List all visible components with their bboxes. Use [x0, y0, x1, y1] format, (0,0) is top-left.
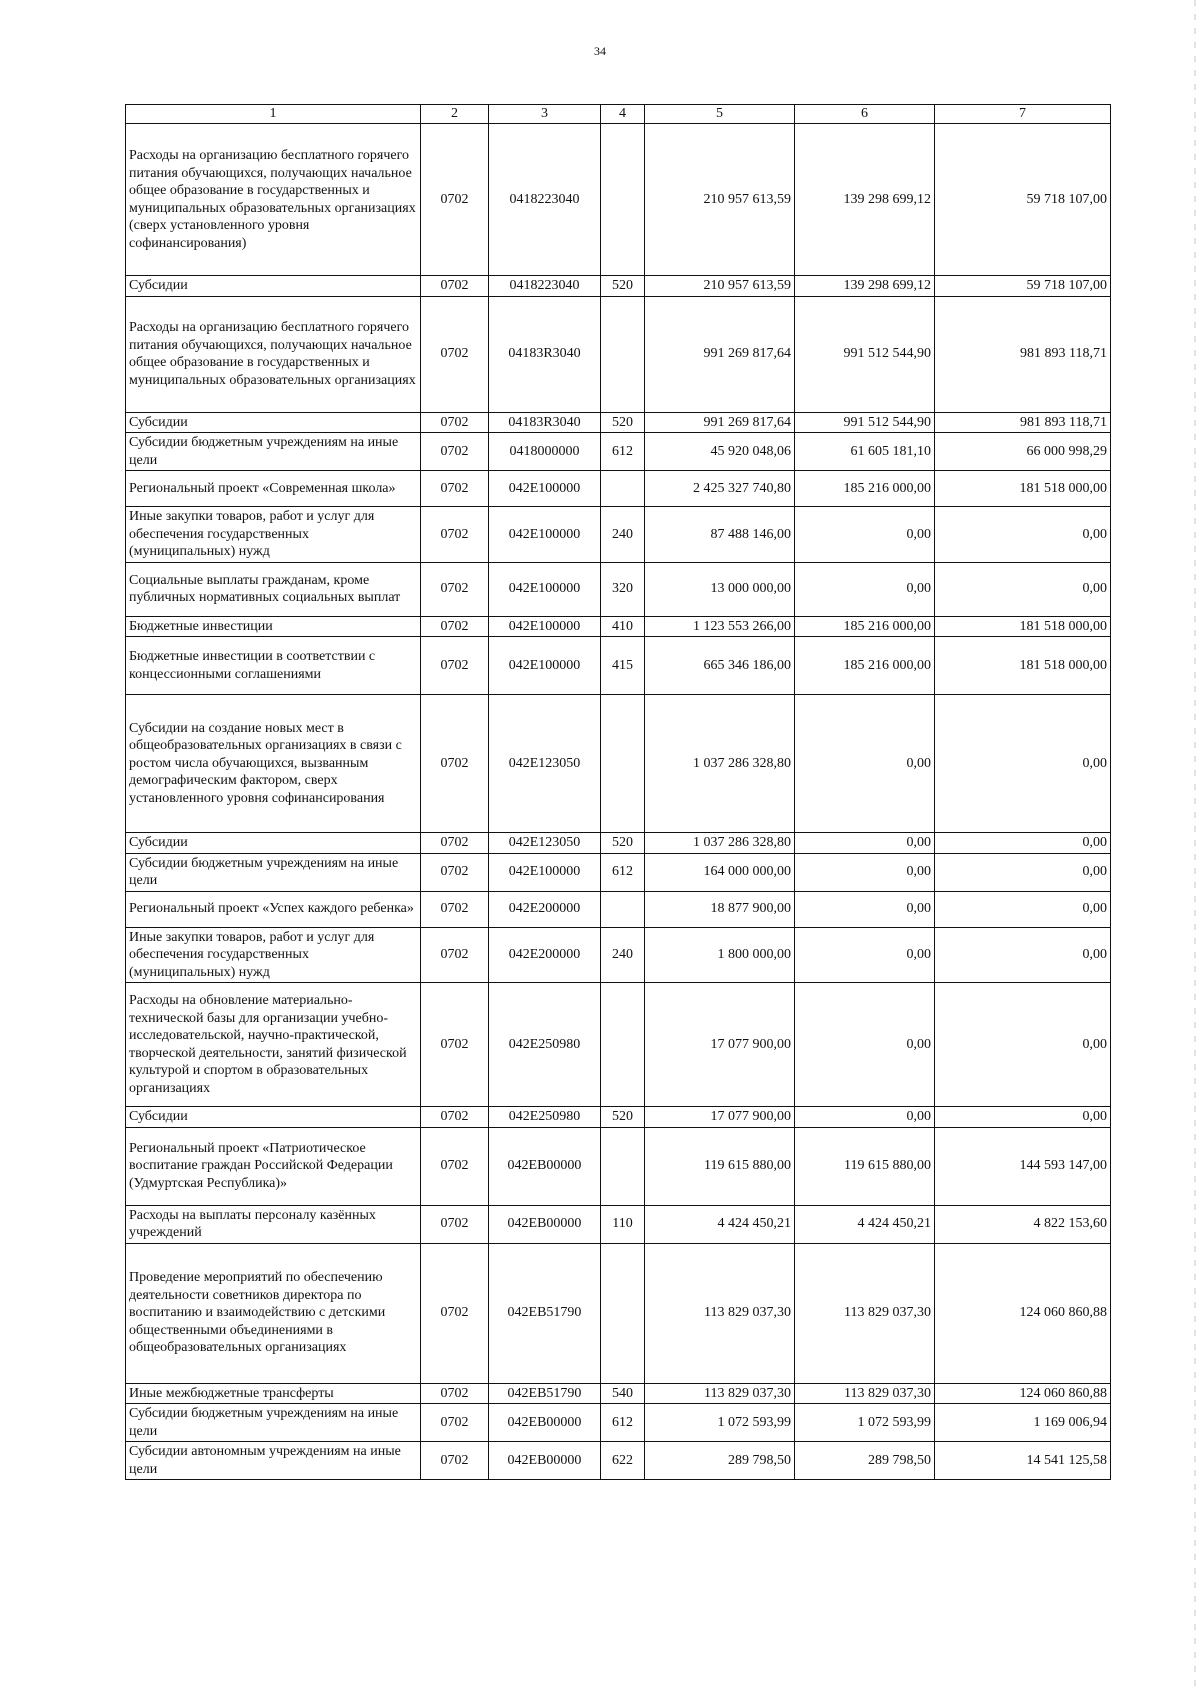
- row-name: Региональный проект «Успех каждого ребенка»: [126, 891, 421, 927]
- row-value-5: 1 072 593,99: [645, 1404, 795, 1442]
- row-value-7: 0,00: [935, 927, 1111, 983]
- row-value-7: 59 718 107,00: [935, 124, 1111, 276]
- row-expense-type: 520: [601, 412, 645, 433]
- row-value-5: 87 488 146,00: [645, 507, 795, 563]
- row-value-7: 0,00: [935, 1107, 1111, 1128]
- row-value-5: 4 424 450,21: [645, 1205, 795, 1243]
- row-value-7: 0,00: [935, 562, 1111, 616]
- row-name: Социальные выплаты гражданам, кроме публичных нормативных социальных выплат: [126, 562, 421, 616]
- row-expense-type: [601, 296, 645, 412]
- row-section: 0702: [421, 1107, 489, 1128]
- row-value-5: 45 920 048,06: [645, 433, 795, 471]
- row-value-6: 0,00: [795, 507, 935, 563]
- table-row: [126, 296, 1111, 412]
- row-value-5: 210 957 613,59: [645, 276, 795, 297]
- row-value-5: 210 957 613,59: [645, 124, 795, 276]
- header-row: [126, 105, 1111, 124]
- row-expense-type: [601, 471, 645, 507]
- row-name: Субсидии: [126, 412, 421, 433]
- row-name: Субсидии: [126, 276, 421, 297]
- row-name: Расходы на организацию бесплатного горячего питания обучающихся, получающих начальное общее образование в государственных и муниципальных образовательных организациях: [126, 296, 421, 412]
- row-expense-type: [601, 891, 645, 927]
- scan-edge: [1194, 0, 1196, 1686]
- table-row: [126, 1127, 1111, 1205]
- row-expense-type: 540: [601, 1383, 645, 1404]
- row-value-6: 0,00: [795, 983, 935, 1107]
- row-section: 0702: [421, 562, 489, 616]
- row-section: 0702: [421, 1243, 489, 1383]
- row-name: Субсидии автономным учреждениям на иные цели: [126, 1442, 421, 1480]
- row-section: 0702: [421, 891, 489, 927]
- row-value-6: 139 298 699,12: [795, 276, 935, 297]
- row-code: 042E200000: [489, 927, 601, 983]
- row-code: 0418223040: [489, 124, 601, 276]
- row-value-5: 289 798,50: [645, 1442, 795, 1480]
- row-value-6: 185 216 000,00: [795, 637, 935, 695]
- row-value-7: 0,00: [935, 507, 1111, 563]
- col-header-6: 6: [795, 105, 935, 124]
- row-section: 0702: [421, 695, 489, 833]
- row-expense-type: 520: [601, 276, 645, 297]
- row-section: 0702: [421, 833, 489, 854]
- row-code: 04183R3040: [489, 412, 601, 433]
- table-row: [126, 637, 1111, 695]
- col-header-1: 1: [126, 105, 421, 124]
- row-section: 0702: [421, 927, 489, 983]
- page-number: 34: [594, 44, 606, 58]
- row-section: 0702: [421, 1205, 489, 1243]
- row-code: 042E100000: [489, 616, 601, 637]
- row-code: 042EB00000: [489, 1404, 601, 1442]
- row-expense-type: 622: [601, 1442, 645, 1480]
- row-name: Субсидии: [126, 1107, 421, 1128]
- row-expense-type: 240: [601, 927, 645, 983]
- row-code: 042EB00000: [489, 1205, 601, 1243]
- row-name: Расходы на организацию бесплатного горячего питания обучающихся, получающих начальное общее образование в государственных и муниципальных образовательных организациях (сверх установленного уровня софинансирования): [126, 124, 421, 276]
- row-expense-type: [601, 695, 645, 833]
- table-row: [126, 695, 1111, 833]
- row-value-7: 0,00: [935, 891, 1111, 927]
- row-section: 0702: [421, 471, 489, 507]
- row-section: 0702: [421, 1127, 489, 1205]
- row-name: Расходы на обновление материально-технической базы для организации учебно-исследовательской, научно-практической, творческой деятельности, занятий физической культурой и спортом в образовательных организациях: [126, 983, 421, 1107]
- row-value-6: 991 512 544,90: [795, 412, 935, 433]
- row-value-7: 1 169 006,94: [935, 1404, 1111, 1442]
- row-name: Региональный проект «Современная школа»: [126, 471, 421, 507]
- row-name: Иные межбюджетные трансферты: [126, 1383, 421, 1404]
- row-value-6: 185 216 000,00: [795, 616, 935, 637]
- row-value-5: 17 077 900,00: [645, 1107, 795, 1128]
- row-value-7: 66 000 998,29: [935, 433, 1111, 471]
- row-code: 042E100000: [489, 562, 601, 616]
- row-code: 042E123050: [489, 695, 601, 833]
- row-code: 042EB51790: [489, 1243, 601, 1383]
- table-row: [126, 616, 1111, 637]
- row-value-5: 1 800 000,00: [645, 927, 795, 983]
- row-name: Бюджетные инвестиции в соответствии с концессионными соглашениями: [126, 637, 421, 695]
- row-value-6: 119 615 880,00: [795, 1127, 935, 1205]
- row-section: 0702: [421, 1442, 489, 1480]
- row-expense-type: 612: [601, 853, 645, 891]
- row-value-5: 1 037 286 328,80: [645, 695, 795, 833]
- budget-table: [125, 104, 1111, 1480]
- row-value-6: 4 424 450,21: [795, 1205, 935, 1243]
- row-code: 042EB51790: [489, 1383, 601, 1404]
- row-value-7: 0,00: [935, 833, 1111, 854]
- row-value-5: 991 269 817,64: [645, 296, 795, 412]
- row-value-7: 0,00: [935, 983, 1111, 1107]
- row-expense-type: [601, 1127, 645, 1205]
- table-row: [126, 1205, 1111, 1243]
- row-value-6: 991 512 544,90: [795, 296, 935, 412]
- row-name: Субсидии бюджетным учреждениям на иные цели: [126, 433, 421, 471]
- row-value-6: 113 829 037,30: [795, 1383, 935, 1404]
- row-section: 0702: [421, 637, 489, 695]
- row-section: 0702: [421, 1404, 489, 1442]
- row-value-6: 185 216 000,00: [795, 471, 935, 507]
- row-value-6: 0,00: [795, 562, 935, 616]
- row-section: 0702: [421, 296, 489, 412]
- row-code: 042E200000: [489, 891, 601, 927]
- row-section: 0702: [421, 433, 489, 471]
- col-header-2: 2: [421, 105, 489, 124]
- row-value-6: 113 829 037,30: [795, 1243, 935, 1383]
- row-code: 042EB00000: [489, 1442, 601, 1480]
- table-row: [126, 853, 1111, 891]
- row-value-6: 0,00: [795, 1107, 935, 1128]
- row-section: 0702: [421, 124, 489, 276]
- row-expense-type: 320: [601, 562, 645, 616]
- row-value-6: 139 298 699,12: [795, 124, 935, 276]
- row-name: Субсидии: [126, 833, 421, 854]
- row-value-5: 2 425 327 740,80: [645, 471, 795, 507]
- table-row: [126, 124, 1111, 276]
- row-value-5: 164 000 000,00: [645, 853, 795, 891]
- col-header-5: 5: [645, 105, 795, 124]
- row-name: Иные закупки товаров, работ и услуг для обеспечения государственных (муниципальных) нужд: [126, 507, 421, 563]
- row-code: 042E100000: [489, 853, 601, 891]
- row-value-7: 124 060 860,88: [935, 1383, 1111, 1404]
- row-value-6: 0,00: [795, 927, 935, 983]
- row-value-6: 0,00: [795, 695, 935, 833]
- row-name: Субсидии на создание новых мест в общеобразовательных организациях в связи с ростом числа обучающихся, вызванным демографическим фактором, сверх установленного уровня софинансирования: [126, 695, 421, 833]
- row-section: 0702: [421, 276, 489, 297]
- row-value-5: 13 000 000,00: [645, 562, 795, 616]
- row-expense-type: [601, 1243, 645, 1383]
- row-code: 042E100000: [489, 637, 601, 695]
- table-row: [126, 1404, 1111, 1442]
- row-value-7: 181 518 000,00: [935, 471, 1111, 507]
- table-row: [126, 927, 1111, 983]
- table-row: [126, 983, 1111, 1107]
- row-value-7: 181 518 000,00: [935, 616, 1111, 637]
- row-value-6: 0,00: [795, 833, 935, 854]
- table-row: [126, 433, 1111, 471]
- row-expense-type: 520: [601, 833, 645, 854]
- row-section: 0702: [421, 616, 489, 637]
- row-section: 0702: [421, 853, 489, 891]
- table-row: [126, 1243, 1111, 1383]
- row-value-7: 59 718 107,00: [935, 276, 1111, 297]
- row-expense-type: 415: [601, 637, 645, 695]
- row-value-7: 181 518 000,00: [935, 637, 1111, 695]
- row-value-5: 665 346 186,00: [645, 637, 795, 695]
- row-value-7: 144 593 147,00: [935, 1127, 1111, 1205]
- row-name: Субсидии бюджетным учреждениям на иные цели: [126, 1404, 421, 1442]
- table-row: [126, 562, 1111, 616]
- row-section: 0702: [421, 1383, 489, 1404]
- row-code: 042EB00000: [489, 1127, 601, 1205]
- table-row: [126, 412, 1111, 433]
- row-value-5: 113 829 037,30: [645, 1383, 795, 1404]
- row-value-7: 0,00: [935, 853, 1111, 891]
- row-expense-type: 410: [601, 616, 645, 637]
- row-value-6: 0,00: [795, 853, 935, 891]
- row-name: Региональный проект «Патриотическое воспитание граждан Российской Федерации (Удмуртская Республика)»: [126, 1127, 421, 1205]
- row-value-7: 981 893 118,71: [935, 296, 1111, 412]
- row-code: 0418000000: [489, 433, 601, 471]
- row-value-5: 113 829 037,30: [645, 1243, 795, 1383]
- table-row: [126, 507, 1111, 563]
- row-expense-type: 240: [601, 507, 645, 563]
- row-expense-type: [601, 983, 645, 1107]
- table-row: [126, 1383, 1111, 1404]
- table-row: [126, 891, 1111, 927]
- row-code: 042E123050: [489, 833, 601, 854]
- row-name: Бюджетные инвестиции: [126, 616, 421, 637]
- row-value-7: 14 541 125,58: [935, 1442, 1111, 1480]
- row-expense-type: 612: [601, 433, 645, 471]
- row-expense-type: 110: [601, 1205, 645, 1243]
- row-value-5: 17 077 900,00: [645, 983, 795, 1107]
- row-code: 042E100000: [489, 471, 601, 507]
- table-row: [126, 276, 1111, 297]
- row-name: Иные закупки товаров, работ и услуг для обеспечения государственных (муниципальных) нужд: [126, 927, 421, 983]
- row-expense-type: [601, 124, 645, 276]
- table-row: [126, 1442, 1111, 1480]
- row-value-5: 1 037 286 328,80: [645, 833, 795, 854]
- row-value-6: 289 798,50: [795, 1442, 935, 1480]
- row-expense-type: 612: [601, 1404, 645, 1442]
- row-section: 0702: [421, 983, 489, 1107]
- row-value-6: 1 072 593,99: [795, 1404, 935, 1442]
- row-code: 042E100000: [489, 507, 601, 563]
- row-value-5: 119 615 880,00: [645, 1127, 795, 1205]
- row-value-6: 61 605 181,10: [795, 433, 935, 471]
- row-value-7: 124 060 860,88: [935, 1243, 1111, 1383]
- col-header-7: 7: [935, 105, 1111, 124]
- row-code: 04183R3040: [489, 296, 601, 412]
- row-value-5: 18 877 900,00: [645, 891, 795, 927]
- row-value-5: 991 269 817,64: [645, 412, 795, 433]
- row-value-7: 0,00: [935, 695, 1111, 833]
- row-value-6: 0,00: [795, 891, 935, 927]
- row-value-5: 1 123 553 266,00: [645, 616, 795, 637]
- table-row: [126, 1107, 1111, 1128]
- row-code: 042E250980: [489, 1107, 601, 1128]
- table-row: [126, 471, 1111, 507]
- row-section: 0702: [421, 412, 489, 433]
- row-expense-type: 520: [601, 1107, 645, 1128]
- row-name: Расходы на выплаты персоналу казённых учреждений: [126, 1205, 421, 1243]
- row-name: Субсидии бюджетным учреждениям на иные цели: [126, 853, 421, 891]
- row-code: 0418223040: [489, 276, 601, 297]
- row-section: 0702: [421, 507, 489, 563]
- col-header-3: 3: [489, 105, 601, 124]
- table-row: [126, 833, 1111, 854]
- row-value-7: 4 822 153,60: [935, 1205, 1111, 1243]
- row-value-7: 981 893 118,71: [935, 412, 1111, 433]
- row-code: 042E250980: [489, 983, 601, 1107]
- row-name: Проведение мероприятий по обеспечению деятельности советников директора по воспитанию и взаимодействию с детскими общественными объединениями в общеобразовательных организациях: [126, 1243, 421, 1383]
- col-header-4: 4: [601, 105, 645, 124]
